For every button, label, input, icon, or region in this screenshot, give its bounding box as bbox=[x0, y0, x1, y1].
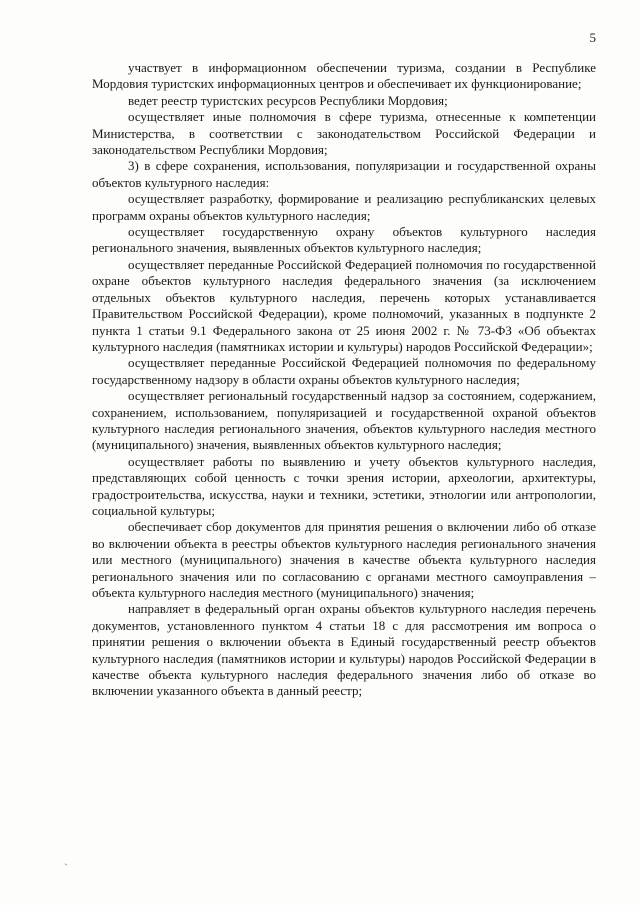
page-number: 5 bbox=[589, 30, 596, 45]
scan-speck: ˎ bbox=[64, 852, 68, 866]
paragraph-target-programs: осуществляет разработку, формирование и реализацию республиканских целевых программ охраны объектов культурного наследия; bbox=[92, 191, 596, 223]
paragraph-state-protection: осуществляет государственную охрану объектов культурного наследия регионального значения, выявленных объектов культурного наследия; bbox=[92, 224, 596, 256]
paragraph-tourism-info-centers: участвует в информационном обеспечении туризма, создании в Республике Мордовия туристских информационных центров и обеспечивает их функционирование; bbox=[92, 60, 596, 92]
paragraph-regional-supervision: осуществляет региональный государственный надзор за состоянием, содержанием, сохранением, использованием, популяризацией и государственной охраной объектов культурного наследия регионального значения, объектов культурного наследия местного (муниципального) значения, выявленных объектов культурного наследия; bbox=[92, 388, 596, 453]
paragraph-federal-submission: направляет в федеральный орган охраны объектов культурного наследия перечень документов, установленного пунктом 4 статьи 18 с для рассмотрения им вопроса о принятии решения о включении объекта в Единый государственный реестр объектов культурного наследия (памятников истории и культуры) народов Российской Федерации в качестве объекта культурного наследия федерального значения либо об отказе во включении указанного объекта в данный реестр; bbox=[92, 601, 596, 699]
paragraph-federal-supervision: осуществляет переданные Российской Федерацией полномочия по федеральному государственному надзору в области охраны объектов культурного наследия; bbox=[92, 355, 596, 387]
paragraph-other-tourism-powers: осуществляет иные полномочия в сфере туризма, отнесенные к компетенции Министерства, в соответствии с законодательством Российской Федерации и законодательством Республики Мордовия; bbox=[92, 109, 596, 158]
document-body bbox=[92, 60, 596, 700]
paragraph-federal-powers-protection: осуществляет переданные Российской Федерацией полномочия по государственной охране объектов культурного наследия федерального значения (за исключением отдельных объектов культурного наследия, перечень которых устанавливается Правительством Российской Федерации), кроме полномочий, указанных в подпункте 2 пункта 1 статьи 9.1 Федерального закона от 25 июня 2002 г. № 73-ФЗ «Об объектах культурного наследия (памятниках истории и культуры) народов Российской Федерации»; bbox=[92, 256, 596, 354]
paragraph-identification-works: осуществляет работы по выявлению и учету объектов культурного наследия, представляющих собой ценность с точки зрения истории, археологии, архитектуры, градостроительства, искусства, науки и техники, эстетики, этнологии или антропологии, социальной культуры; bbox=[92, 453, 596, 518]
paragraph-document-collection: обеспечивает сбор документов для принятия решения о включении либо об отказе во включении объекта в реестры объектов культурного наследия регионального значения или местного (муниципального) значения в качестве объекта культурного наследия регионального значения или по согласованию с органами местного самоуправления – объекта культурного наследия местного (муниципального) значения; bbox=[92, 519, 596, 600]
paragraph-tourism-register: ведет реестр туристских ресурсов Республики Мордовия; bbox=[128, 92, 448, 108]
paragraph-section-3-heading: 3) в сфере сохранения, использования, популяризации и государственной охраны объектов культурного наследия: bbox=[92, 158, 596, 190]
